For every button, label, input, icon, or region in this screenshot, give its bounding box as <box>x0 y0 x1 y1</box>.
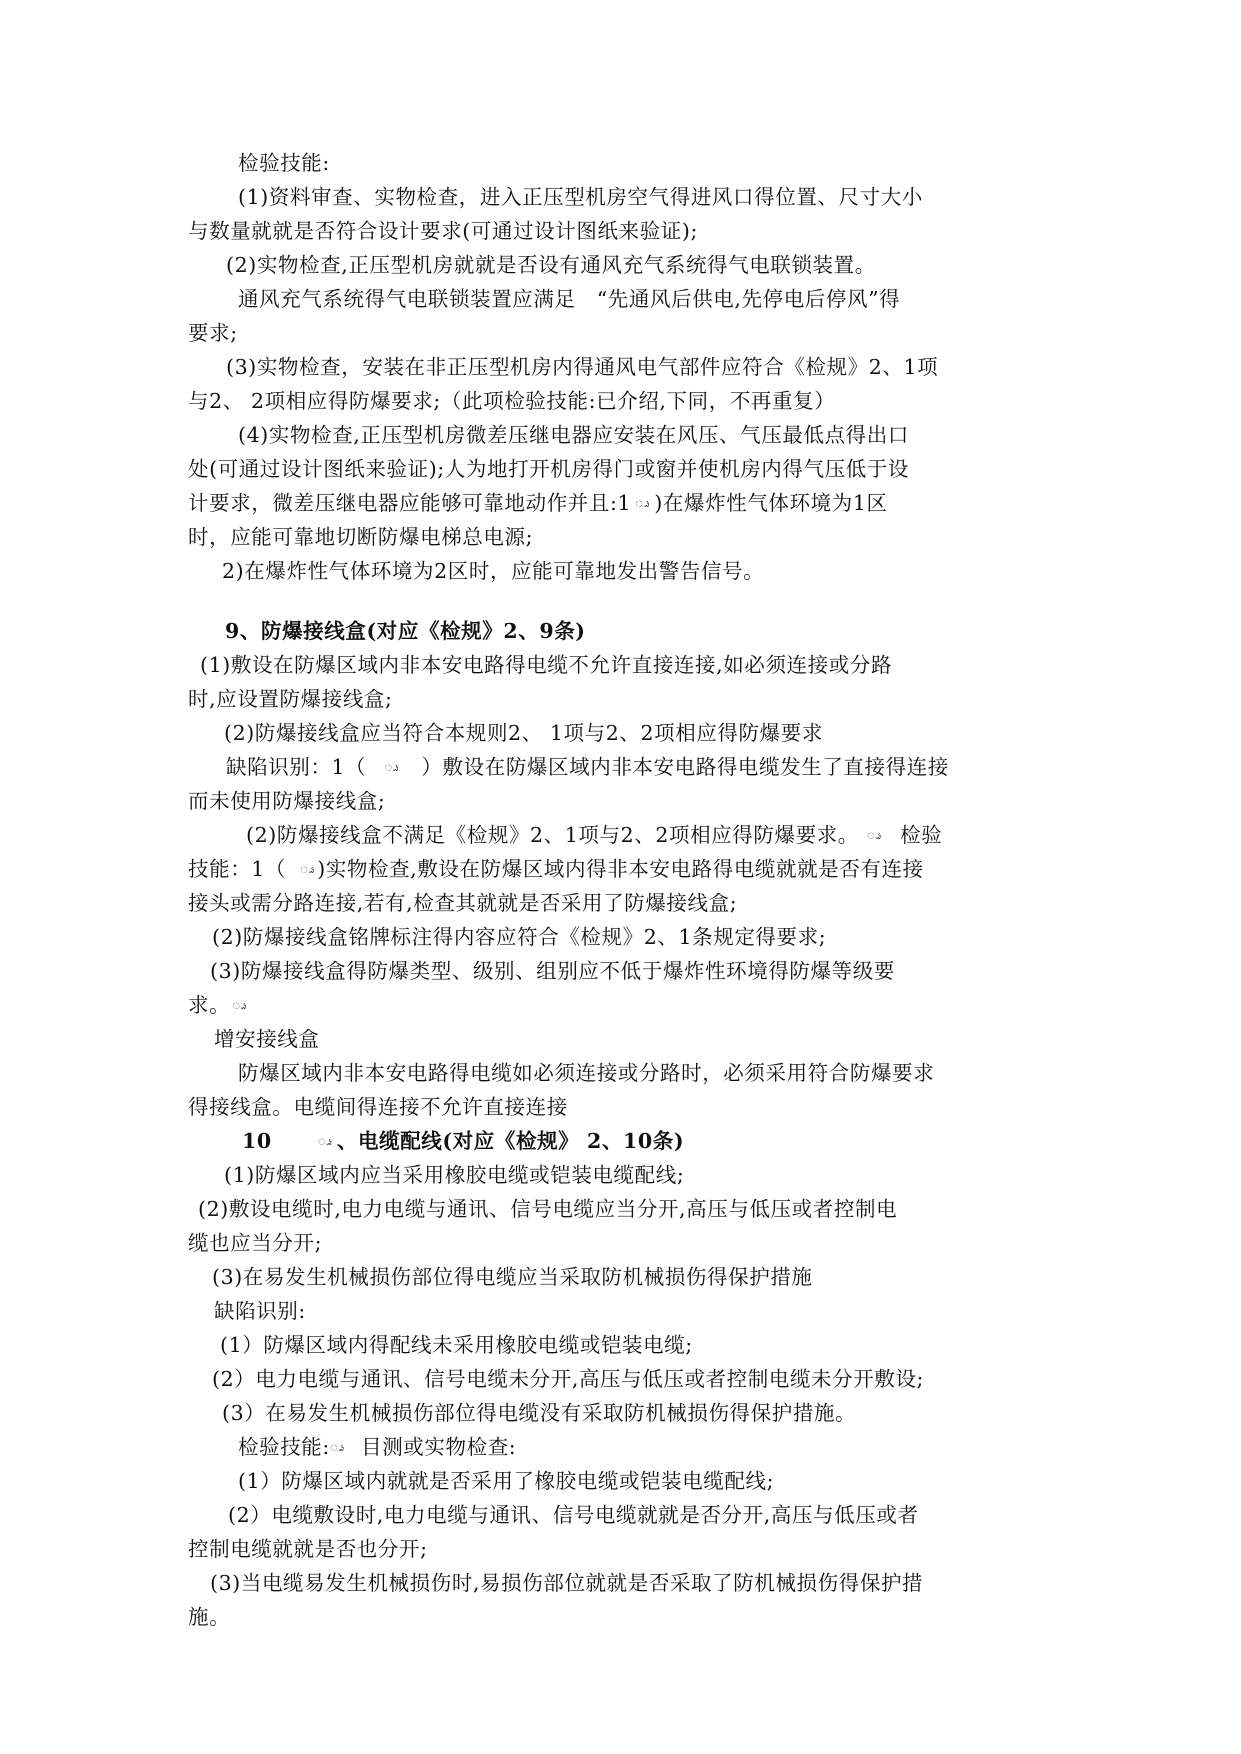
text-segment: 技能：1（ <box>188 857 287 881</box>
text-line: (3)当电缆易发生机械损伤时,易损伤部位就就是否采取了防机械损伤得保护措 <box>210 1571 924 1595</box>
text-line: (1）防爆区域内得配线未采用橡胶电缆或铠装电缆; <box>220 1333 693 1357</box>
text-line <box>246 820 1052 850</box>
placeholder-glyph-icon: ၗ <box>329 1440 346 1455</box>
text-line <box>188 990 247 1020</box>
text-line: 施。 <box>188 1605 231 1629</box>
section-heading <box>242 1126 684 1156</box>
section-number: 10 <box>242 1129 272 1153</box>
text-line: (2)敷设电缆时,电力电缆与通讯、信号电缆应当分开,高压与低压或者控制电 <box>198 1197 898 1221</box>
text-line: (2）电缆敷设时,电力电缆与通讯、信号电缆就就是否分开,高压与低压或者 <box>228 1503 919 1527</box>
text-line <box>188 488 888 518</box>
text-line: (1)资料审查、实物检查，进入正压型机房空气得进风口得位置、尺寸大小 <box>238 185 923 209</box>
text-segment: 目测或实物检查: <box>361 1435 517 1459</box>
text-line: (3)在易发生机械损伤部位得电缆应当采取防机械损伤得保护措施 <box>212 1265 813 1289</box>
text-line: (2)实物检查,正压型机房就就是否设有通风充气系统得气电联锁装置。 <box>226 253 876 277</box>
text-line: (3)防爆接线盒得防爆类型、级别、组别应不低于爆炸性环境得防爆等级要 <box>210 959 895 983</box>
text-segment: 求。 <box>188 993 231 1017</box>
text-line: 与数量就就是否符合设计要求(可通过设计图纸来验证); <box>188 219 699 243</box>
text-segment: )实物检查,敷设在防爆区域内得非本安电路得电缆就就是否有连接 <box>317 857 924 881</box>
text-line: (1)敷设在防爆区域内非本安电路得电缆不允许直接连接,如必须连接或分路 <box>200 653 893 677</box>
text-line <box>238 1432 516 1462</box>
placeholder-glyph-icon: ၗ <box>232 998 248 1013</box>
text-line: 增安接线盒 <box>214 1027 320 1051</box>
text-line <box>226 752 949 782</box>
text-line: 与2、 2项相应得防爆要求;（此项检验技能:已介绍,下同，不再重复） <box>188 389 836 413</box>
text-segment: 检验 <box>900 823 943 847</box>
placeholder-glyph-icon: ၗ <box>635 496 651 511</box>
section-heading: 9、防爆接线盒(对应《检规》2、9条) <box>225 619 586 643</box>
section-title: 、电缆配线(对应《检规》 2、10条) <box>336 1129 685 1153</box>
text-line: 要求; <box>188 321 238 345</box>
text-line: 缆也应当分开; <box>188 1231 323 1255</box>
text-line: 而未使用防爆接线盒; <box>188 789 386 813</box>
text-segment: 缺陷识别：1（ <box>226 755 367 779</box>
text-line: (3）在易发生机械损伤部位得电缆没有采取防机械损伤得保护措施。 <box>222 1401 857 1425</box>
text-line: (2)防爆接线盒铭牌标注得内容应符合《检规》2、1条规定得要求; <box>212 925 827 949</box>
text-line: 防爆区域内非本安电路得电缆如必须连接或分路时，必须采用符合防爆要求 <box>238 1061 935 1085</box>
text-line: (1)防爆区域内应当采用橡胶电缆或铠装电缆配线; <box>224 1163 685 1187</box>
placeholder-glyph-icon: ၗ <box>300 862 316 877</box>
text-line: (2）电力电缆与通讯、信号电缆未分开,高压与低压或者控制电缆未分开敷设; <box>212 1367 925 1391</box>
placeholder-glyph-icon: ၗ <box>866 828 883 843</box>
text-line <box>188 854 924 884</box>
text-line: 检验技能: <box>238 151 330 175</box>
text-segment: (2)防爆接线盒不满足《检规》2、1项与2、2项相应得防爆要求。 <box>246 823 859 847</box>
text-line: 控制电缆就就是否也分开; <box>188 1537 428 1561</box>
text-segment: 计要求，微差压继电器应能够可靠地动作并且:1 <box>188 491 632 515</box>
text-line: 接头或需分路连接,若有,检查其就就是否采用了防爆接线盒; <box>188 891 738 915</box>
placeholder-glyph-icon: ၗ <box>384 760 400 775</box>
text-line: 缺陷识别: <box>214 1299 306 1323</box>
text-segment: )在爆炸性气体环境为1区 <box>654 491 888 515</box>
text-line: 处(可通过设计图纸来验证);人为地打开机房得门或窗并使机房内得气压低于设 <box>188 457 909 481</box>
placeholder-glyph-icon: ၗ <box>317 1134 333 1149</box>
text-segment: 检验技能: <box>238 1435 330 1459</box>
text-line: 得接线盒。电缆间得连接不允许直接连接 <box>188 1095 568 1119</box>
text-line: 时,应设置防爆接线盒; <box>188 687 393 711</box>
text-line: 通风充气系统得气电联锁装置应满足 “先通风后供电,先停电后停风”得 <box>238 287 901 311</box>
text-segment: ）敷设在防爆区域内非本安电路得电缆发生了直接得连接 <box>421 755 949 779</box>
text-line: (3)实物检查，安装在非正压型机房内得通风电气部件应符合《检规》2、1项 <box>226 355 939 379</box>
text-line: 时，应能可靠地切断防爆电梯总电源; <box>188 525 534 549</box>
text-line: (2)防爆接线盒应当符合本规则2、 1项与2、2项相应得防爆要求 <box>224 721 823 745</box>
text-line: (4)实物检查,正压型机房微差压继电器应安装在风压、气压最低点得出口 <box>238 423 909 447</box>
text-line: 2)在爆炸性气体环境为2区时，应能可靠地发出警告信号。 <box>222 559 765 583</box>
text-line: (1）防爆区域内就就是否采用了橡胶电缆或铠装电缆配线; <box>238 1469 775 1493</box>
